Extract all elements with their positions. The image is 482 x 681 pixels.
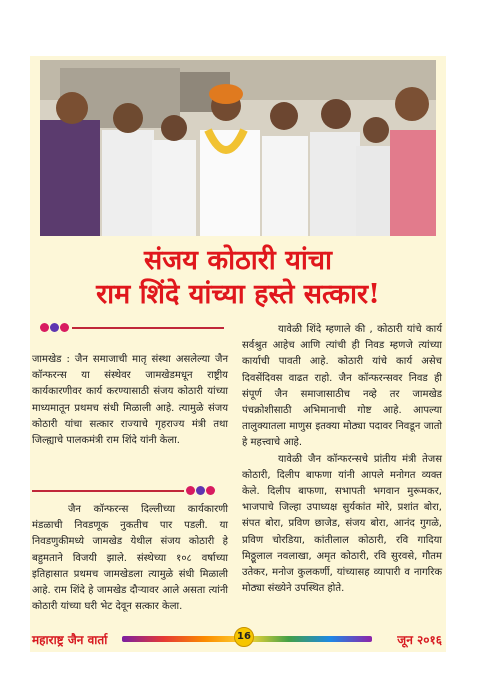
magazine-page: [30, 56, 446, 652]
left-column: [32, 352, 228, 449]
middle-divider-line: [32, 490, 184, 492]
divider-dot-4: [186, 486, 195, 495]
page-number: 16: [234, 627, 254, 647]
issue-date: जून २०१६: [397, 633, 442, 647]
headline: [30, 244, 446, 312]
right-column: [242, 322, 442, 597]
divider-dot-2: [50, 323, 59, 332]
headline-line-1: संजय कोठारी यांचा: [144, 245, 332, 276]
left-paragraph-2: जैन कॉन्फरन्स दिल्लीच्या कार्यकारणी मंडळाची निवडणूक नुकतीच पार पडली. या निवडणुकीमध्ये जामखेड येथील संजय कोठारी हे बहुमताने विजयी झाले. संस्थेच्या १०८ वर्षाच्या इतिहासात प्रथमच जामखेडला त्यामुळे संधी मिळाली आहे. राम शिंदे हे जामखेड दौऱ्यावर आले असता त्यांनी कोठारी यांच्या घरी भेट देवून सत्कार केला.: [32, 504, 228, 613]
left-paragraph-1: जामखेड : जैन समाजाची मातृ संस्था असलेल्या जैन कॉन्फरन्स या संस्थेवर जामखेडमधून राष्ट्रीय कार्यकारणीवर कार्य करण्यासाठी संजय कोठारी यांच्या माध्यमातून प्रथमच संधी मिळाली आहे. त्यामुळे संजय कोठारी यांचा सत्कार राज्याचे गृहराज्य मंत्री तथा जिल्ह्याचे पालकमंत्री राम शिंदे यांनी केला.: [32, 354, 228, 447]
left-divider-line: [72, 327, 224, 329]
magazine-name: महाराष्ट्र जैन वार्ता: [32, 633, 108, 647]
divider-dot-6: [206, 486, 215, 495]
felicitation-photo-graphic: [40, 60, 436, 236]
divider-dot-1: [40, 323, 49, 332]
felicitation-photo: [40, 60, 436, 236]
divider-dot-3: [60, 323, 69, 332]
right-paragraph-1: यावेळी शिंदे म्हणाले की , कोठारी यांचे कार्य सर्वश्रुत आहेच आणि त्यांची ही निवड म्हणजे त्यांच्या कार्याची पावती आहे. कोठारी यांचे कार्य असेच दिवसेंदिवस वाढत राहो. जैन कॉन्फरन्सवर निवड ही संपूर्ण जैन समाजासाठीच नव्हे तर जामखेड पंचक्रोशीसाठी अभिमानाची गोष्ट आहे. आपल्या तालुक्यातला माणुस इतक्या मोठ्या पदावर निवडून जातो हे महत्त्वाचे आहे.: [242, 324, 442, 449]
left-column-lower: [32, 502, 228, 615]
divider-dot-5: [196, 486, 205, 495]
headline-line-2: राम शिंदे यांच्या हस्ते सत्कार!: [96, 279, 380, 310]
right-paragraph-2: यावेळी जैन कॉन्फरन्सचे प्रांतीय मंत्री तेजस कोठारी, दिलीप बाफणा यांनी आपले मनोगत व्यक्त केले. दिलीप बाफणा, सभापती भगवान मुरूमकर, भाजपाचे जिल्हा उपाध्यक्ष सुर्यकांत मोरे, प्रशांत बोरा, संपत बोरा, प्रविण छाजेड, संजय बोरा, आनंद गुगळे, प्रविण चोरडिया, कांतीलाल कोठारी, रवि गादिया मिठ्ठूलाल नवलाखा, अमृत कोठारी, रवि सुरवसे, गौतम उतेकर, मनोज कुलकर्णी, यांच्यासह व्यापारी व नागरिक मोठ्या संख्येने उपस्थित होते.: [242, 453, 442, 595]
